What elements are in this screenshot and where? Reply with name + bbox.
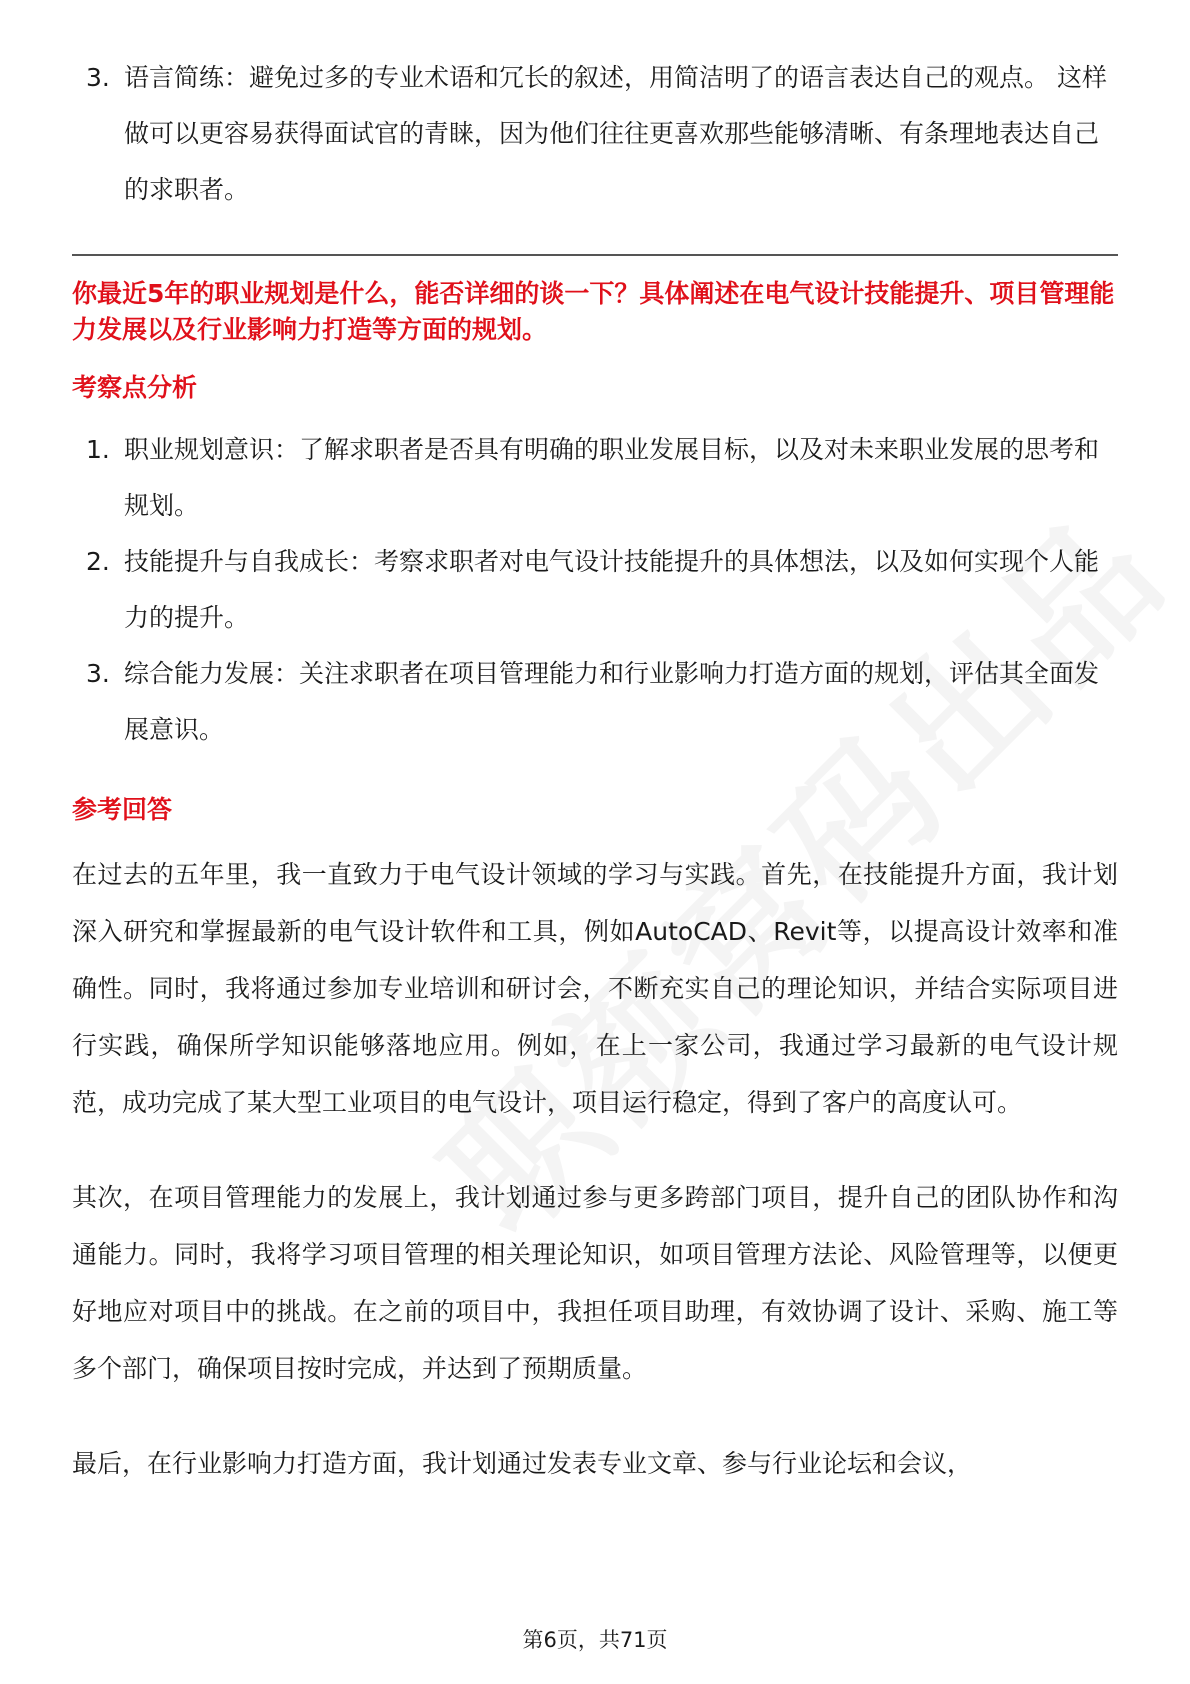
list-item-text: 语言简练：避免过多的专业术语和冗长的叙述，用简洁明了的语言表达自己的观点。 这样做可以更容易获得面试官的青睐，因为他们往往更喜欢那些能够清晰、有条理地表达自己的求职者。 <box>124 63 1107 204</box>
list-item <box>72 646 1118 758</box>
analysis-heading: 考察点分析 <box>72 373 198 402</box>
reference-paragraph: 最后，在行业影响力打造方面，我计划通过发表专业文章、参与行业论坛和会议， <box>72 1449 973 1478</box>
list-item <box>72 534 1118 646</box>
reference-paragraph: 在过去的五年里，我一直致力于电气设计领域的学习与实践。首先，在技能提升方面，我计划深入研究和掌握最新的电气设计软件和工具，例如AutoCAD、Revit等，以提高设计效率和准确性。同时，我将通过参加专业培训和研讨会，不断充实自己的理论知识，并结合实际项目进行实践，确保所学知识能够落地应用。例如，在上一家公司，我通过学习最新的电气设计规范，成功完成了某大型工业项目的电气设计，项目运行稳定，得到了客户的高度认可。 <box>72 860 1118 1117</box>
page-content <box>72 50 1118 1530</box>
question-heading: 你最近5年的职业规划是什么，能否详细的谈一下？具体阐述在电气设计技能提升、项目管理能力发展以及行业影响力打造等方面的规划。 <box>72 279 1115 344</box>
reference-heading: 参考回答 <box>72 795 173 824</box>
list-item <box>72 422 1118 534</box>
list-item-text: 技能提升与自我成长：考察求职者对电气设计技能提升的具体想法，以及如何实现个人能力的提升。 <box>124 547 1100 632</box>
list-item-number: 1. <box>86 435 110 464</box>
page-footer: 第6页，共71页 <box>522 1628 668 1652</box>
section-divider <box>72 254 1118 256</box>
list-item-number: 2. <box>86 547 110 576</box>
reference-paragraph: 其次，在项目管理能力的发展上，我计划通过参与更多跨部门项目，提升自己的团队协作和沟通能力。同时，我将学习项目管理的相关理论知识，如项目管理方法论、风险管理等，以便更好地应对项目中的挑战。在之前的项目中，我担任项目助理，有效协调了设计、采购、施工等多个部门，确保项目按时完成，并达到了预期质量。 <box>72 1183 1118 1383</box>
list-item-number: 3. <box>86 63 110 92</box>
list-item <box>72 50 1118 218</box>
list-item-number: 3. <box>86 659 110 688</box>
intro-list <box>72 50 1118 218</box>
list-item-text: 职业规划意识：了解求职者是否具有明确的职业发展目标，以及对未来职业发展的思考和规划。 <box>124 435 1100 520</box>
analysis-list <box>72 422 1118 758</box>
list-item-text: 综合能力发展：关注求职者在项目管理能力和行业影响力打造方面的规划，评估其全面发展意识。 <box>124 659 1100 744</box>
